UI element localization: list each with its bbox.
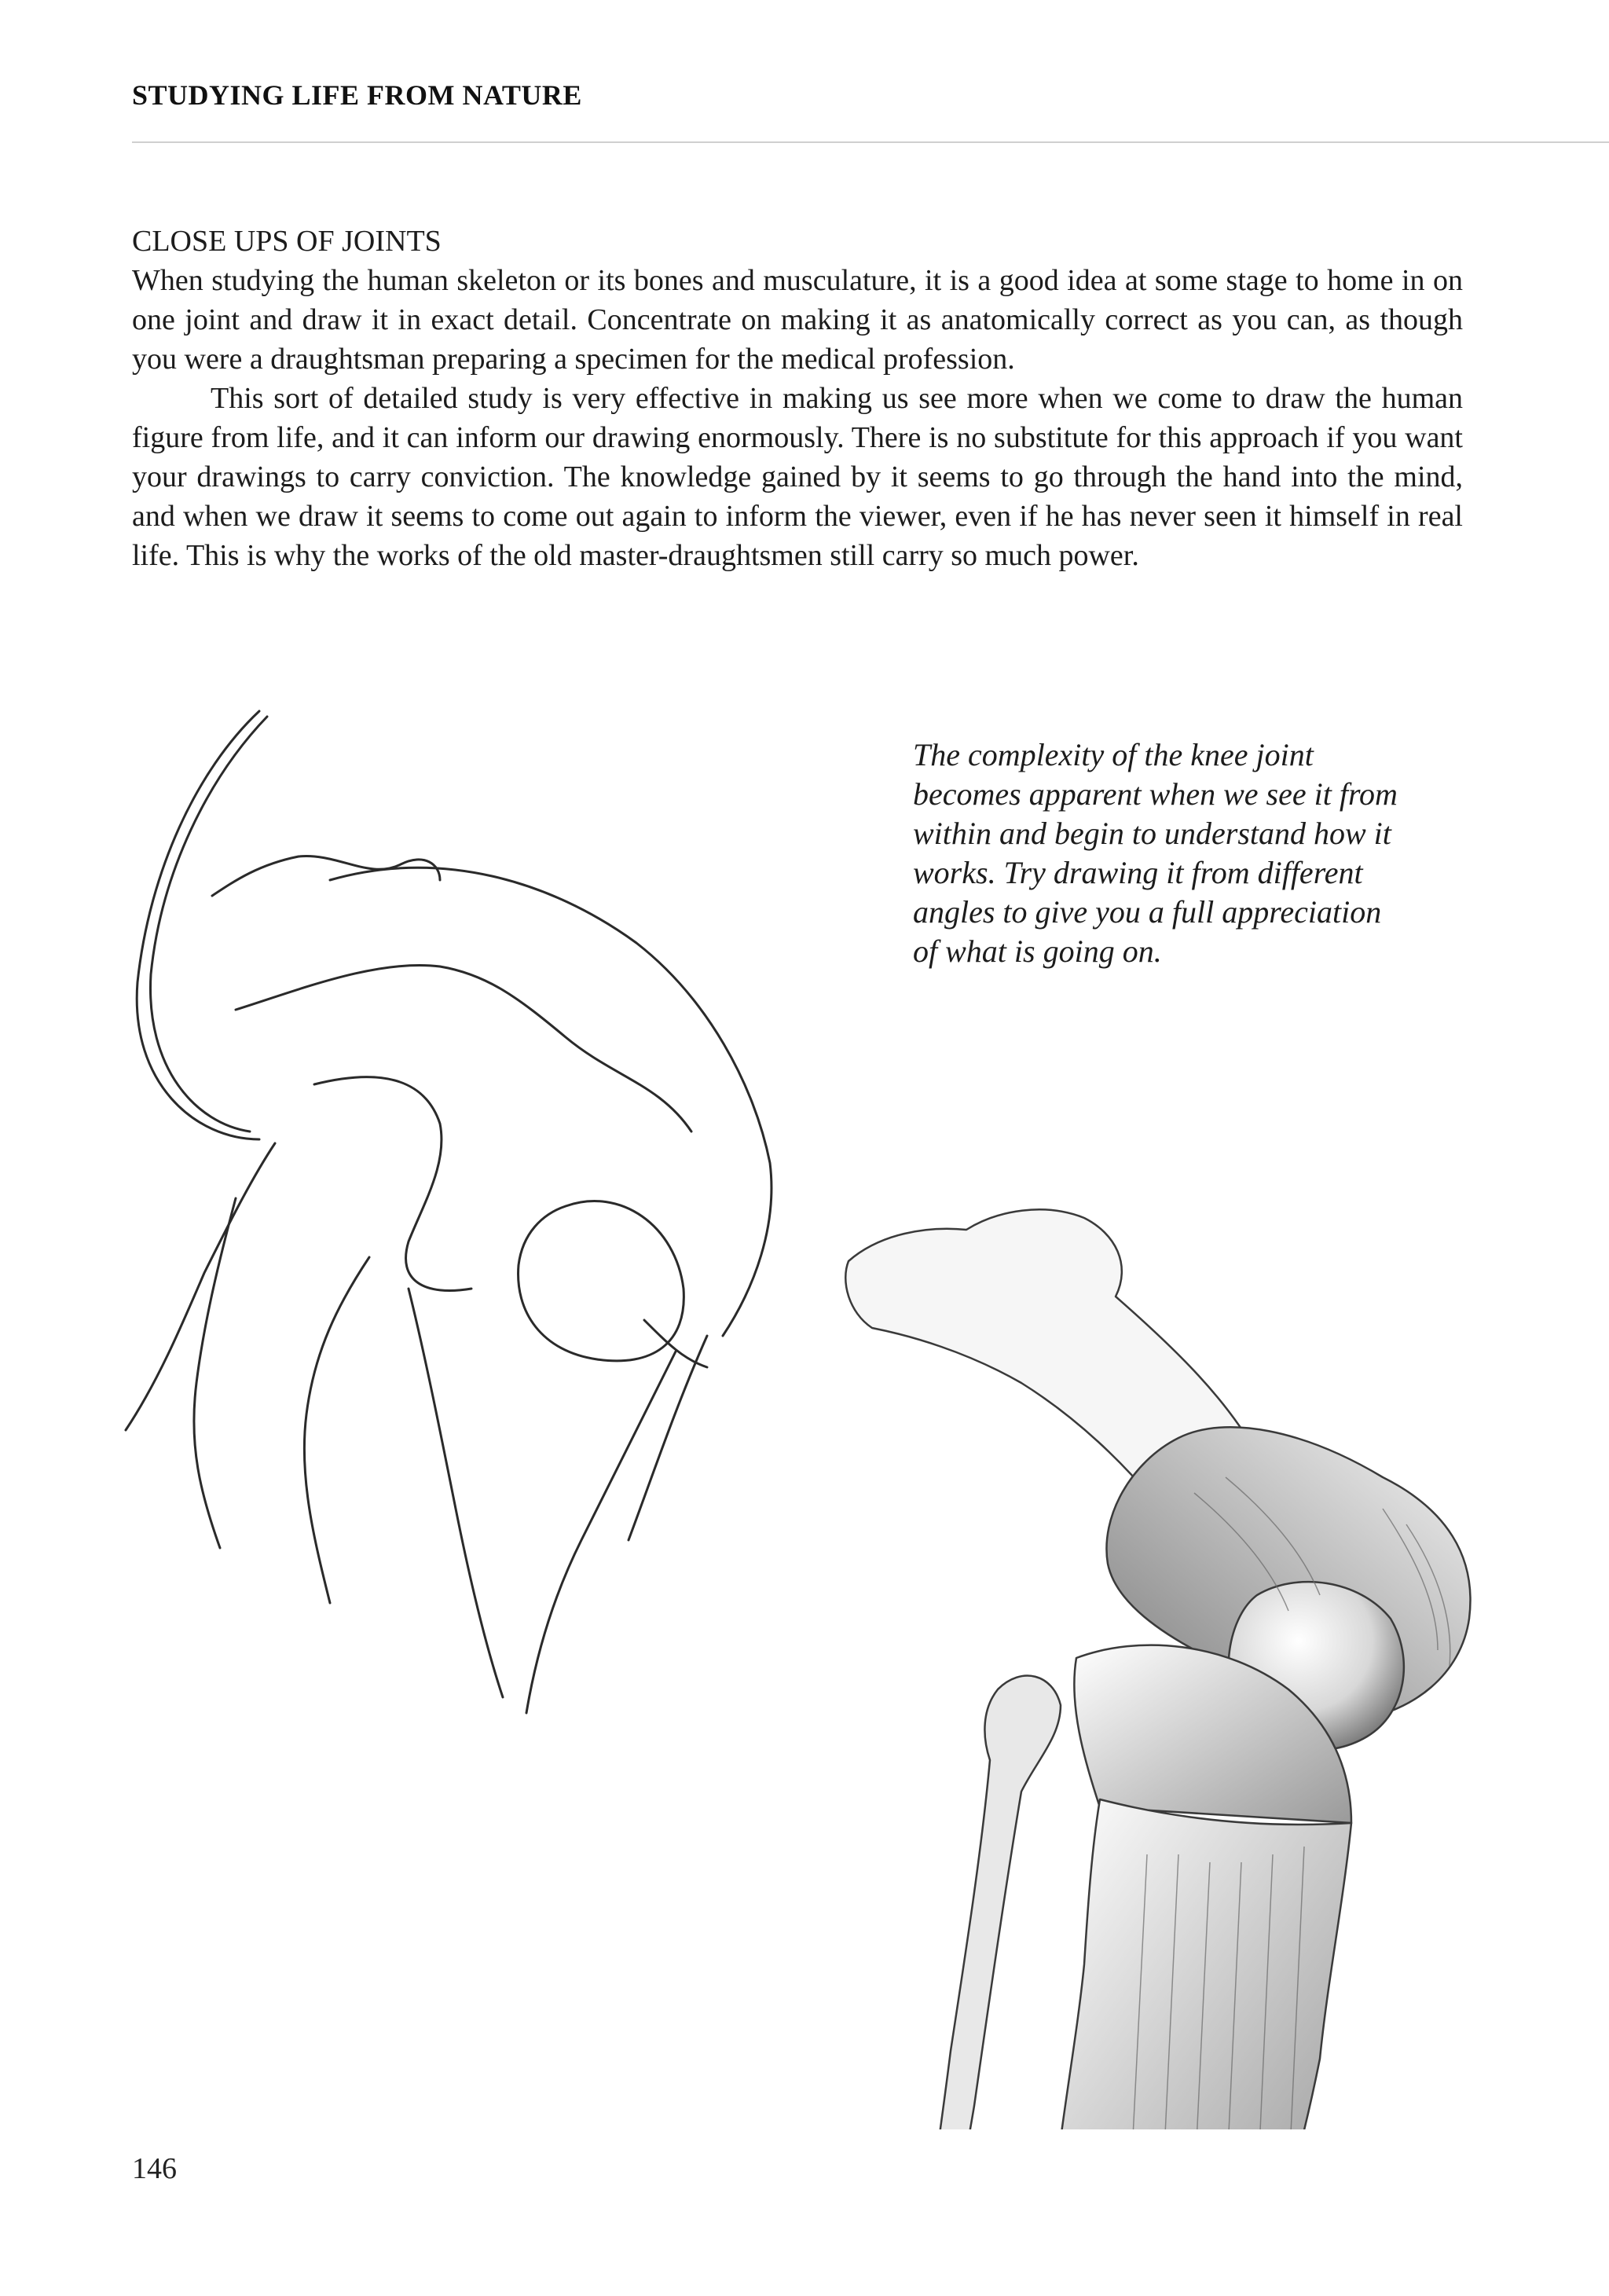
knee-outline-drawing bbox=[126, 711, 772, 1713]
knee-bone-drawing bbox=[845, 1209, 1470, 2129]
figure-caption: The complexity of the knee joint becomes apparent when we see it from within and begin to understand how it works. Try drawing it from different angles to give you a full appreciation of what is going on. bbox=[913, 737, 1398, 969]
running-head: STUDYING LIFE FROM NATURE bbox=[132, 79, 582, 111]
header-rule bbox=[132, 141, 1609, 143]
paragraph-1: When studying the human skeleton or its bones and musculature, it is a good idea at some stage to home in on one joint and draw it in exact detail. Concentrate on making it as anatomically correct as you can, as though you were a draughtsman preparing a specimen for the medical profession. bbox=[132, 264, 1463, 376]
knee-joint-illustration bbox=[0, 676, 1609, 2129]
page-number: 146 bbox=[132, 2152, 177, 2185]
section-title: CLOSE UPS OF JOINTS bbox=[132, 225, 442, 258]
paragraph-2: This sort of detailed study is very effective in making us see more when we come to draw the human figure from life, and it can inform our drawing enormously. There is no substitute for this approach if you want your drawings to carry conviction. The knowledge gained by it seems to go through the hand into the mind, and when we draw it seems to come out again to inform the viewer, even if he has never seen it himself in real life. This is why the works of the old master-draughtsmen still carry so much power. bbox=[132, 382, 1463, 572]
article-body bbox=[132, 222, 1463, 575]
